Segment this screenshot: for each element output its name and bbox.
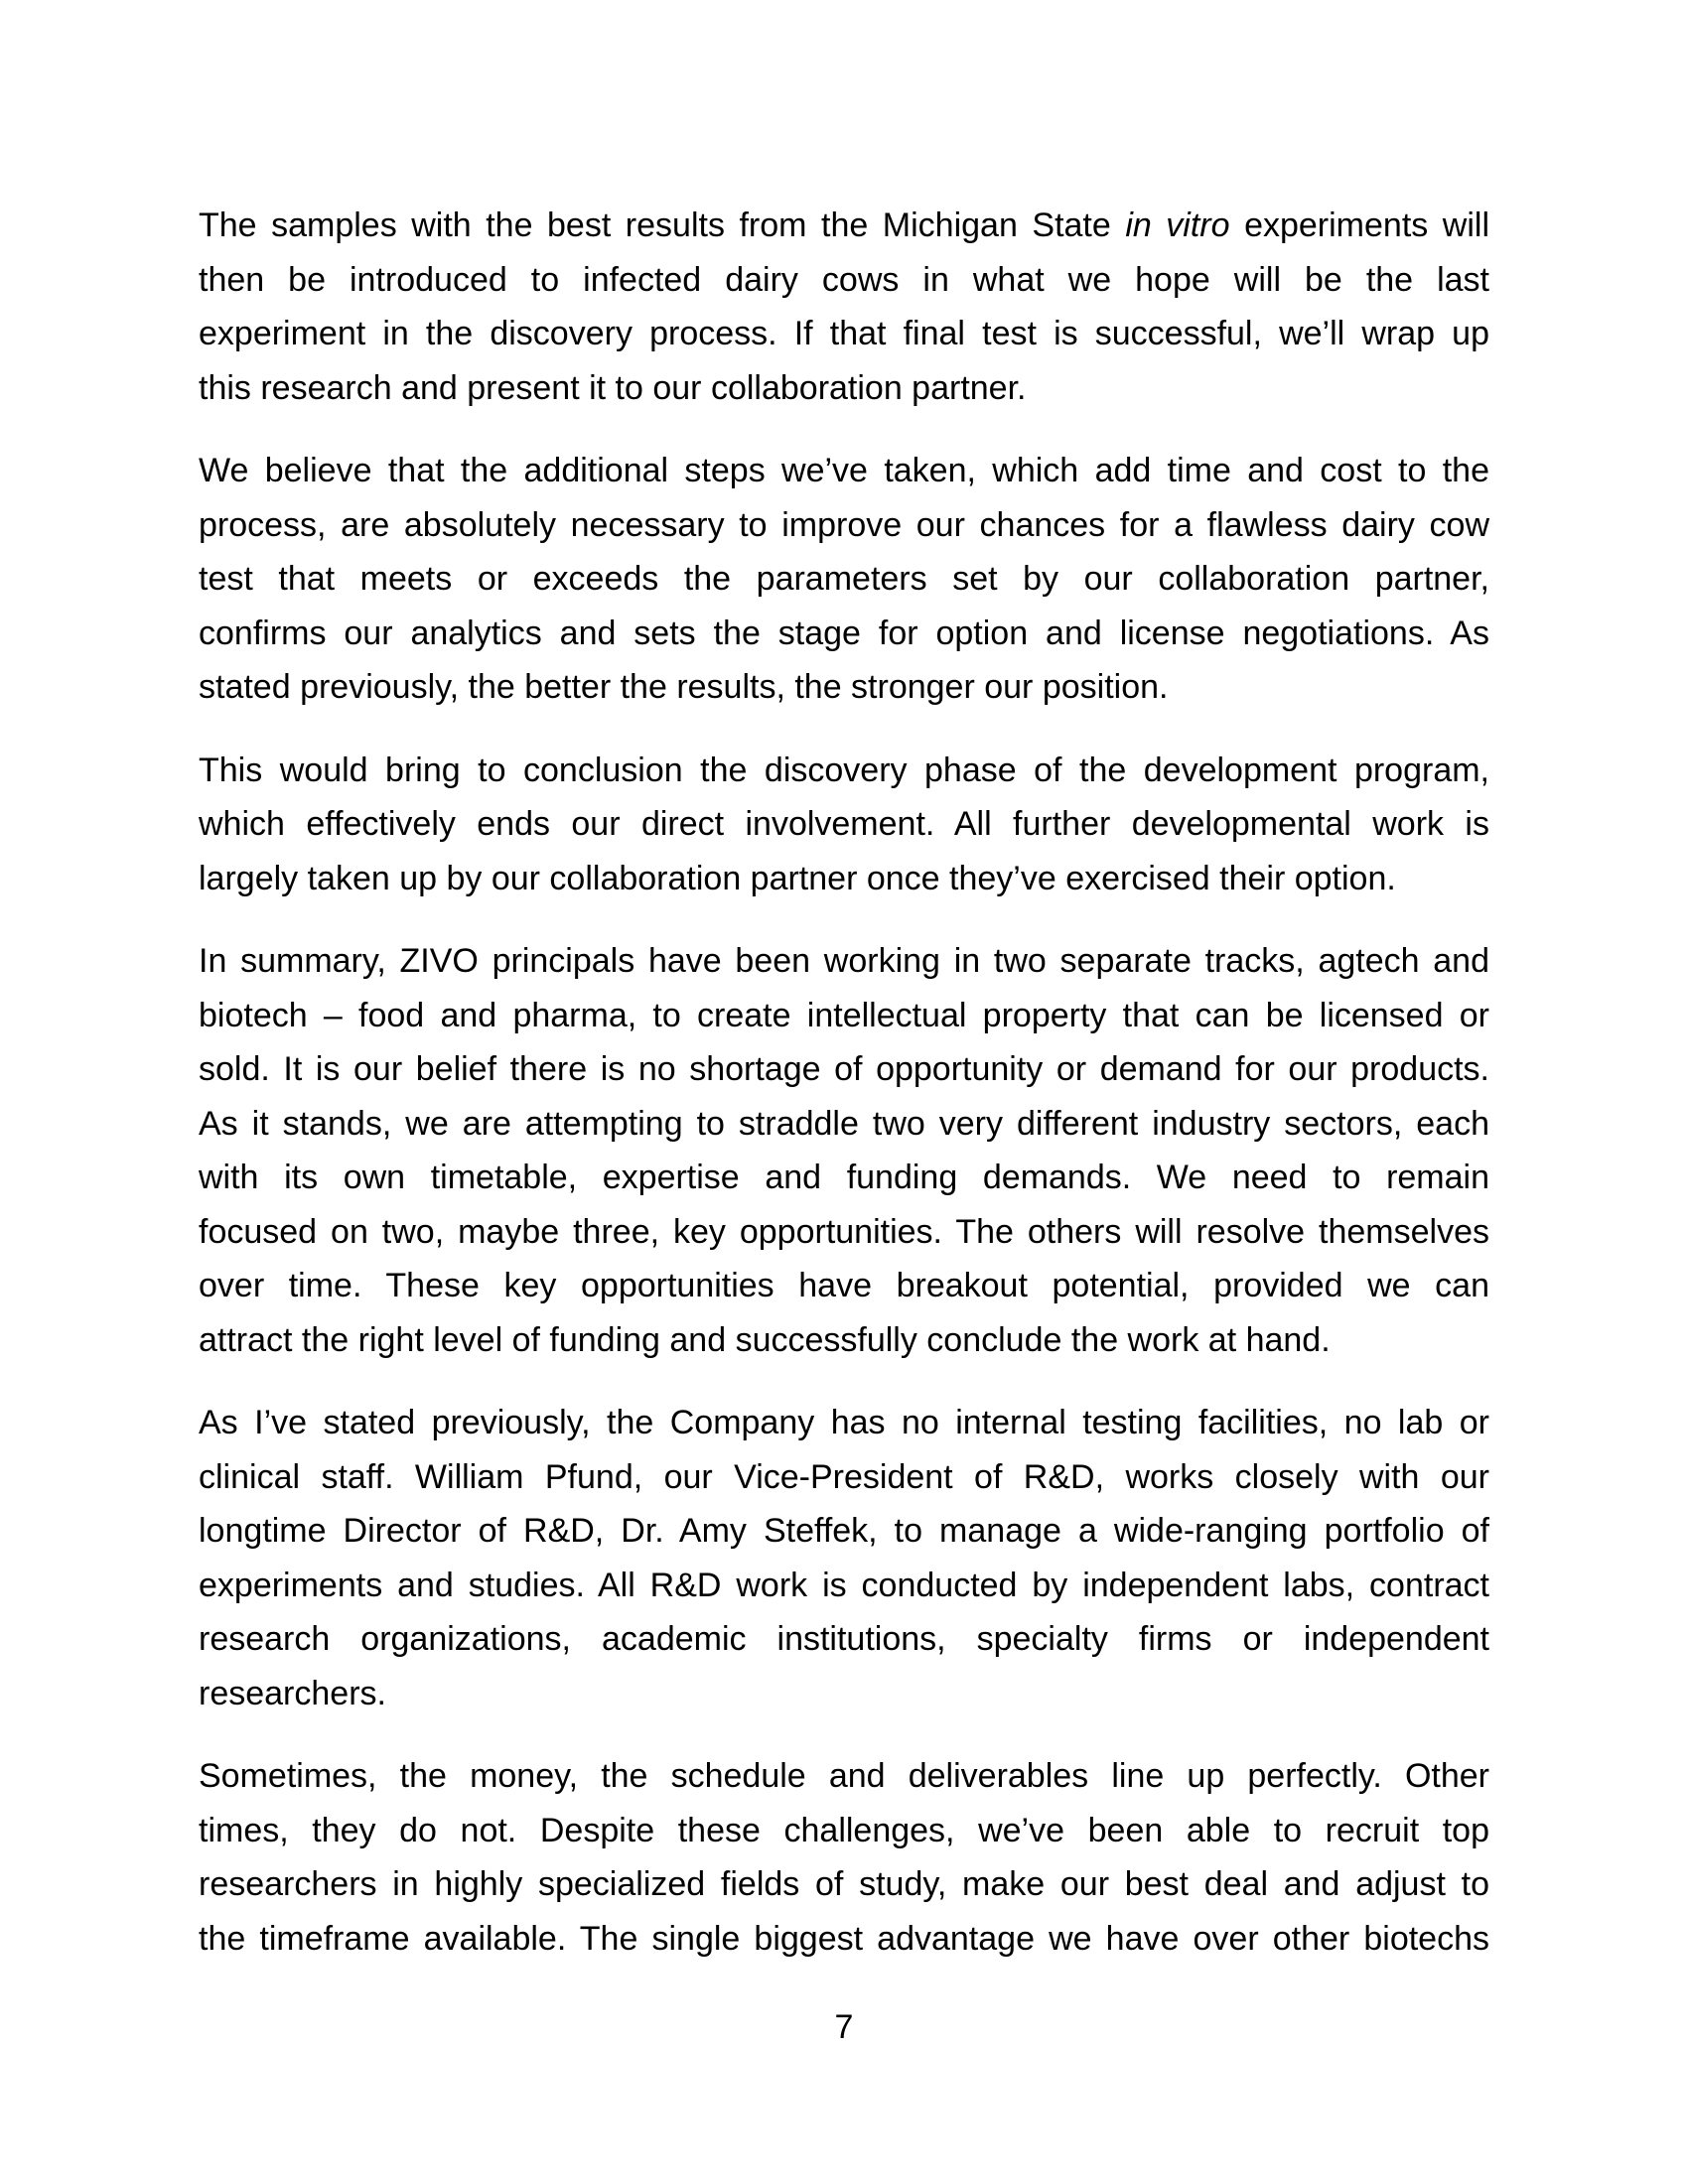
page-number: 7 <box>834 2008 854 2046</box>
paragraph <box>199 444 1489 715</box>
text-line: stated previously, the better the results, the stronger our position. <box>199 668 1169 706</box>
text-line: focused on two, maybe three, key opportunities. The others will resolve themselves <box>199 1212 1489 1251</box>
text-line: largely taken up by our collaboration partner once they’ve exercised their option. <box>199 859 1396 897</box>
text-line: with its own timetable, expertise and funding demands. We need to remain <box>199 1159 1489 1196</box>
text-line: researchers in highly specialized fields of study, make our best deal and adjust to <box>199 1865 1489 1903</box>
text-line: As I’ve stated previously, the Company has no internal testing facilities, no lab or <box>199 1404 1489 1441</box>
text-line: which effectively ends our direct involvement. All further developmental work is <box>199 805 1489 843</box>
paragraph <box>199 1396 1489 1720</box>
text-line: process, are absolutely necessary to improve our chances for a flawless dairy cow <box>199 505 1489 544</box>
text-line: Sometimes, the money, the schedule and deliverables line up perfectly. Other <box>199 1757 1489 1795</box>
text-line: biotech – food and pharma, to create intellectual property that can be licensed or <box>199 996 1489 1034</box>
text-line: As it stands, we are attempting to straddle two very different industry sectors, each <box>199 1104 1489 1143</box>
text-line: We believe that the additional steps we’ve taken, which add time and cost to the <box>199 452 1489 489</box>
paragraph <box>199 199 1489 415</box>
text-line: confirms our analytics and sets the stage for option and license negotiations. As <box>199 614 1489 652</box>
text-line: experiments and studies. All R&D work is conducted by independent labs, contract <box>199 1566 1489 1604</box>
text-line: This would bring to conclusion the discovery phase of the development program, <box>199 751 1489 789</box>
text-line: test that meets or exceeds the parameters set by our collaboration partner, <box>199 560 1489 598</box>
document-body <box>199 199 1489 1994</box>
text-line: research organizations, academic institutions, specialty firms or independent <box>199 1620 1489 1658</box>
text-line: attract the right level of funding and successfully conclude the work at hand. <box>199 1320 1331 1359</box>
text-line: clinical staff. William Pfund, our Vice-President of R&D, works closely with our <box>199 1457 1489 1496</box>
text-line: then be introduced to infected dairy cows in what we hope will be the last <box>199 260 1489 299</box>
text-line: researchers. <box>199 1674 386 1712</box>
text-line: this research and present it to our collaboration partner. <box>199 368 1027 407</box>
text-line: In summary, ZIVO principals have been working in two separate tracks, agtech and <box>199 942 1489 980</box>
text-line: longtime Director of R&D, Dr. Amy Steffek, to manage a wide-ranging portfolio of <box>199 1512 1489 1550</box>
paragraph <box>199 934 1489 1367</box>
paragraph <box>199 744 1489 906</box>
text-line: times, they do not. Despite these challenges, we’ve been able to recruit top <box>199 1811 1489 1849</box>
paragraph <box>199 1749 1489 1966</box>
text-line: the timeframe available. The single biggest advantage we have over other biotechs <box>199 1919 1489 1958</box>
text-line: sold. It is our belief there is no shortage of opportunity or demand for our products. <box>199 1050 1489 1088</box>
text-line: over time. These key opportunities have breakout potential, provided we can <box>199 1267 1489 1304</box>
text-line: The samples with the best results from the Michigan State in vitro experiments will <box>199 206 1490 244</box>
text-line: experiment in the discovery process. If that final test is successful, we’ll wrap up <box>199 315 1489 352</box>
